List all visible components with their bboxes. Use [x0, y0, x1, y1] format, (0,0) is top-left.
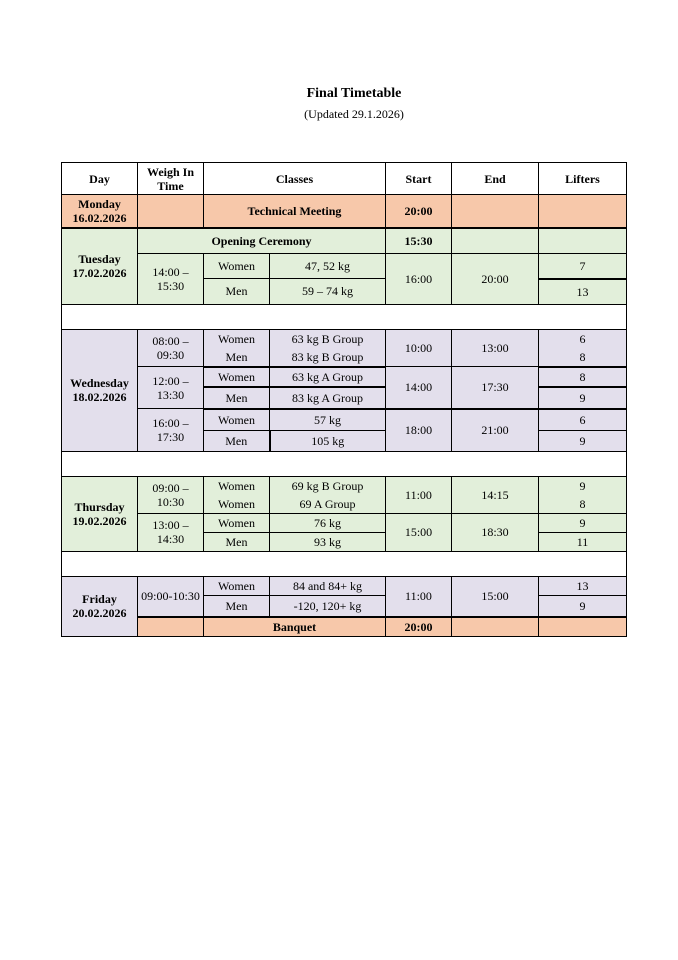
start-cell: 16:00 — [386, 253, 452, 304]
table-row — [62, 228, 627, 254]
gender-cell: Women — [204, 409, 270, 431]
day-cell: Friday 20.02.2026 — [62, 576, 138, 636]
lifters-cell: 7 — [539, 253, 627, 279]
class-cell: 69 kg B Group — [270, 476, 386, 495]
col-header-day: Day — [62, 163, 138, 195]
gender-cell: Men — [204, 387, 270, 409]
weigh-in-cell — [138, 195, 204, 228]
weigh-in-cell: 09:00 – 10:30 — [138, 476, 204, 513]
col-header-start: Start — [386, 163, 452, 195]
event-cell: Opening Ceremony — [138, 228, 386, 254]
page-subtitle: (Updated 29.1.2026) — [304, 107, 404, 121]
weigh-in-cell — [138, 617, 204, 637]
start-cell: 11:00 — [386, 476, 452, 513]
start-cell: 20:00 — [386, 195, 452, 228]
gender-cell: Men — [204, 279, 270, 305]
table-row — [62, 476, 627, 495]
table-row — [62, 195, 627, 228]
end-cell — [452, 195, 539, 228]
gender-cell: Women — [204, 367, 270, 387]
class-cell: 57 kg — [270, 409, 386, 431]
gender-cell: Women — [204, 576, 270, 595]
gender-cell: Women — [204, 495, 270, 514]
lifters-cell — [539, 195, 627, 228]
start-cell: 15:30 — [386, 228, 452, 254]
class-cell: 59 – 74 kg — [270, 279, 386, 305]
col-header-classes: Classes — [204, 163, 386, 195]
col-header-end: End — [452, 163, 539, 195]
end-cell — [452, 228, 539, 254]
class-cell: 93 kg — [270, 532, 386, 551]
class-cell: 69 A Group — [270, 495, 386, 514]
spacer-cell — [62, 451, 627, 476]
start-cell: 10:00 — [386, 329, 452, 367]
end-cell: 14:15 — [452, 476, 539, 513]
class-cell: 83 kg B Group — [270, 348, 386, 367]
lifters-cell: 9 — [539, 513, 627, 532]
gender-cell: Women — [204, 329, 270, 348]
end-cell: 18:30 — [452, 513, 539, 551]
start-cell: 11:00 — [386, 576, 452, 617]
weigh-in-cell: 16:00 – 17:30 — [138, 409, 204, 452]
day-cell: Monday 16.02.2026 — [62, 195, 138, 228]
spacer-row — [62, 451, 627, 476]
day-cell: Wednesday 18.02.2026 — [62, 329, 138, 451]
table-row — [62, 576, 627, 595]
lifters-cell: 8 — [539, 367, 627, 387]
start-cell: 18:00 — [386, 409, 452, 452]
start-cell: 15:00 — [386, 513, 452, 551]
table-row — [62, 513, 627, 532]
gender-cell: Men — [204, 532, 270, 551]
lifters-cell: 9 — [539, 595, 627, 617]
table-row — [62, 409, 627, 431]
day-cell: Tuesday 17.02.2026 — [62, 228, 138, 305]
start-cell: 14:00 — [386, 367, 452, 409]
lifters-cell: 9 — [539, 430, 627, 451]
weigh-in-cell: 12:00 – 13:30 — [138, 367, 204, 409]
event-cell: Banquet — [204, 617, 386, 637]
lifters-cell: 8 — [539, 348, 627, 367]
weigh-in-cell: 14:00 – 15:30 — [138, 253, 204, 304]
table-row — [62, 329, 627, 348]
class-cell: 76 kg — [270, 513, 386, 532]
gender-cell: Men — [204, 595, 270, 617]
lifters-cell: 11 — [539, 532, 627, 551]
gender-cell: Men — [204, 348, 270, 367]
lifters-cell — [539, 228, 627, 254]
spacer-cell — [62, 551, 627, 576]
class-cell: 105 kg — [270, 430, 386, 451]
gender-cell: Women — [204, 253, 270, 279]
lifters-cell: 9 — [539, 387, 627, 409]
class-cell: 63 kg A Group — [270, 367, 386, 387]
class-cell: 83 kg A Group — [270, 387, 386, 409]
spacer-cell — [62, 304, 627, 329]
end-cell: 13:00 — [452, 329, 539, 367]
gender-cell: Men — [204, 430, 270, 451]
table-row — [62, 367, 627, 387]
gender-cell: Women — [204, 513, 270, 532]
end-cell — [452, 617, 539, 637]
col-header-lifters: Lifters — [539, 163, 627, 195]
page-title: Final Timetable — [306, 86, 402, 101]
end-cell: 15:00 — [452, 576, 539, 617]
weigh-in-cell: 08:00 – 09:30 — [138, 329, 204, 367]
table-row — [62, 617, 627, 637]
weigh-in-cell: 09:00-10:30 — [138, 576, 204, 617]
lifters-cell: 13 — [539, 576, 627, 595]
lifters-cell: 13 — [539, 279, 627, 305]
day-cell: Thursday 19.02.2026 — [62, 476, 138, 551]
end-cell: 20:00 — [452, 253, 539, 304]
class-cell: 47, 52 kg — [270, 253, 386, 279]
class-cell: 63 kg B Group — [270, 329, 386, 348]
col-header-weigh-in: Weigh In Time — [138, 163, 204, 195]
lifters-cell: 8 — [539, 495, 627, 514]
header-row — [62, 163, 627, 195]
spacer-row — [62, 551, 627, 576]
lifters-cell: 9 — [539, 476, 627, 495]
class-cell: 84 and 84+ kg — [270, 576, 386, 595]
end-cell: 21:00 — [452, 409, 539, 452]
class-cell: -120, 120+ kg — [270, 595, 386, 617]
lifters-cell: 6 — [539, 329, 627, 348]
gender-cell: Women — [204, 476, 270, 495]
lifters-cell — [539, 617, 627, 637]
start-cell: 20:00 — [386, 617, 452, 637]
event-cell: Technical Meeting — [204, 195, 386, 228]
lifters-cell: 6 — [539, 409, 627, 431]
spacer-row — [62, 304, 627, 329]
end-cell: 17:30 — [452, 367, 539, 409]
table-row — [62, 253, 627, 279]
timetable — [61, 162, 627, 637]
weigh-in-cell: 13:00 – 14:30 — [138, 513, 204, 551]
